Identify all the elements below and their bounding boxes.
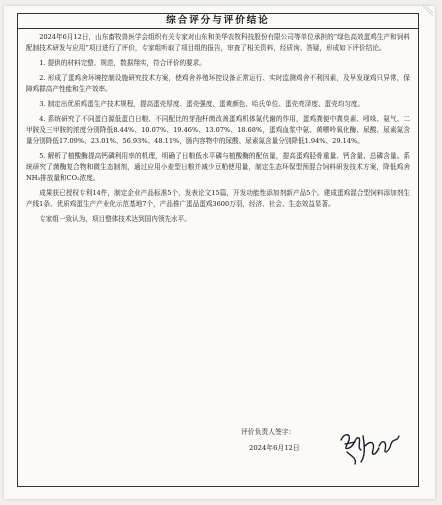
evaluation-body (26, 32, 410, 229)
handwritten-signature-icon (335, 426, 405, 468)
paragraph-point-1: 1. 提供的材料完整、规范，数据翔实，符合评价的要求。 (39, 59, 206, 67)
paragraph-point-2: 2. 形成了蛋鸡舍环境控制设施研究技术方案，使鸡舍养殖环控设备正常运行、实时监测鸡舍不利因素，及早发现鸡只异常，保障鸡群高产性能和生产效率。 (26, 74, 410, 93)
title-divider (18, 28, 418, 29)
document-page (4, 6, 435, 499)
document-title: 综合评分与评价结论 (166, 15, 270, 26)
paragraph-point-5: 5. 解析了植酸酶提高钙磷利用率的机理，明确了日粮低水平磷与植酸酶的配伍量，提高蛋鸡胫骨重量、钙含量、总磷含量。系统研究了菌酶复合物和微生态制剂，通过应用小麦型日粮并减少豆粕使用量，制定生态环保型预混合饲料研发技术方案，降低鸡舍NH₃排放量和CO₂浓度。 (26, 152, 410, 182)
paragraph-conclusion: 专家组一致认为，项目整体技术达到国内领先水平。 (39, 215, 191, 223)
paragraph-point-3: 3. 制定出优质鸡蛋生产技术规程，提高蛋壳厚度、蛋壳强度、蛋黄颜色、哈氏单位、蛋壳亮泽度、蛋壳均匀度。 (39, 100, 365, 108)
evaluation-frame (17, 13, 419, 487)
signature-label: 评价负责人签字： (241, 428, 296, 436)
paragraph-intro: 2024年6月12日，山东畜牧兽医学会组织有关专家对山东和美华农牧科技股份有限公司等单位承担的“绿色高效蛋鸡生产和饲料配制技术研发与应用”项目进行了评价，专家组听取了项目组的报告，审查了相关资料，经质询、答疑，形成如下评价结论。 (26, 33, 410, 52)
paragraph-point-4: 4. 系统研究了不同蛋白源低蛋白日粮、不同配比的芽孢杆菌改善蛋鸡机体氮代谢的作用，蛋鸡粪便中粪臭素、吲哚、氨气、二甲胺及三甲胺的浓度分别降低8.44%、10.07%、19.46%、13.07%、18.68%，蛋鸡血浆中氨、黄嘌呤氧化酶、尿酸、尿素氮含量分别降低17.09%、23.01%、56.93%、48.11%，肠内容物中的尿酸、尿素氮含量分别降低1.94%、29.14%。 (26, 115, 410, 145)
signature-date: 2024年6月12日 (249, 444, 300, 452)
page-corner-icon (423, 6, 433, 16)
paragraph-achievements: 成果获已授权专利14件，制定企业产品标准5个，发表论文15篇，开发功能性添加剂新产品5个。建成蛋鸡混合型饲料添加剂生产线1条、优质鸡蛋生产产业化示范基地7个，产品推广蛋品蛋鸡3600万羽，经济、社会、生态效益显著。 (26, 189, 410, 208)
